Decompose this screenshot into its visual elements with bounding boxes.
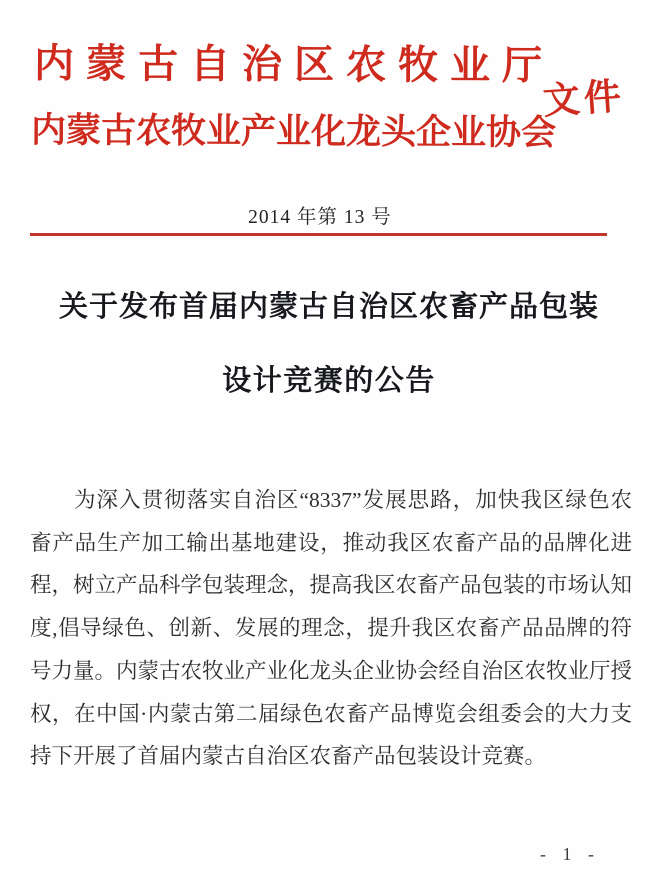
announcement-title-line1: 关于发布首届内蒙古自治区农畜产品包装 [58,291,599,323]
body-line: 号力量。内蒙古农牧业产业化龙头企业协会经自治区农牧业厅授 [30,658,633,683]
body-line: 持下开展了首届内蒙古自治区农畜产品包装设计竞赛。 [30,744,547,769]
page-number: - 1 - [540,844,600,864]
body-line: 度,倡导绿色、创新、发展的理念，提升我区农畜产品品牌的符 [30,616,632,641]
body-text [30,479,632,778]
body-line: 为深入贯彻落实自治区“8337”发展思路，加快我区绿色农 [74,488,632,512]
announcement-title-line2: 设计竞赛的公告 [222,365,436,397]
red-divider-rule [30,233,607,236]
letterhead-issuer-secondary: 内蒙古农牧业产业化龙头企业协会 [30,110,557,153]
document-number: 2014 年第 13 号 [248,207,392,228]
body-line: 畜产品生产加工输出基地建设，推动我区农畜产品的品牌化进 [30,530,632,555]
body-line: 程，树立产品科学包装理念，提高我区农畜产品包装的市场认知 [30,573,633,598]
letterhead-doc-type-label: 文件 [541,76,627,123]
body-line: 权，在中国·内蒙古第二届绿色农畜产品博览会组委会的大力支 [30,701,632,726]
letterhead-issuer-primary: 内蒙古自治区农牧业厅 [33,40,555,89]
